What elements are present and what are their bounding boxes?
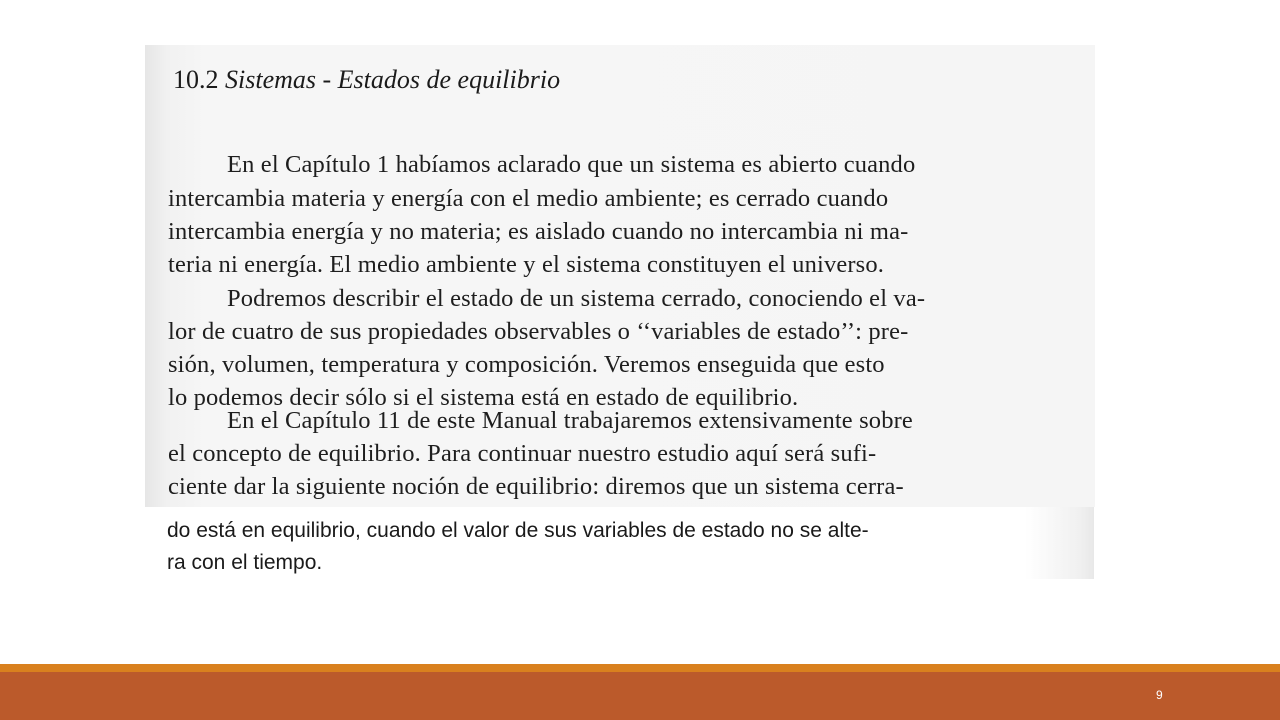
paragraph-line: ciente dar la siguiente noción de equilibrio: diremos que un sistema cerra- (168, 473, 904, 500)
footer-accent-stripe (0, 664, 1280, 672)
paragraph-line: teria ni energía. El medio ambiente y el sistema constituyen el universo. (168, 251, 885, 278)
footer-bar (0, 672, 1280, 720)
page-number: 9 (1156, 688, 1163, 702)
paragraph-line: sión, volumen, temperatura y composición. Veremos enseguida que esto (168, 351, 885, 378)
section-number: 10.2 (173, 65, 219, 94)
paragraph-line: Podremos describir el estado de un sistema cerrado, conociendo el va- (227, 285, 926, 312)
section-title: Sistemas - Estados de equilibrio (225, 65, 561, 94)
scanned-page (145, 45, 1095, 507)
paragraph-line: lo podemos decir sólo si el sistema está en estado de equilibrio. (168, 384, 799, 411)
paragraph-line: lor de cuatro de sus propiedades observables o ‘‘variables de estado’’: pre- (168, 318, 909, 345)
section-heading (173, 65, 560, 95)
paragraph-line: En el Capítulo 11 de este Manual trabajaremos extensivamente sobre (227, 407, 913, 434)
paragraph-line: En el Capítulo 1 habíamos aclarado que un sistema es abierto cuando (227, 151, 916, 178)
paragraph-line: intercambia energía y no materia; es aislado cuando no intercambia ni ma- (168, 218, 909, 245)
paragraph-line: el concepto de equilibrio. Para continuar nuestro estudio aquí será sufi- (168, 440, 877, 467)
continuation-scan (145, 507, 1094, 579)
paragraph-line: intercambia materia y energía con el medio ambiente; es cerrado cuando (168, 185, 889, 212)
paragraph-line: ra con el tiempo. (167, 551, 323, 574)
paragraph-line: do está en equilibrio, cuando el valor de sus variables de estado no se alte- (167, 519, 869, 542)
